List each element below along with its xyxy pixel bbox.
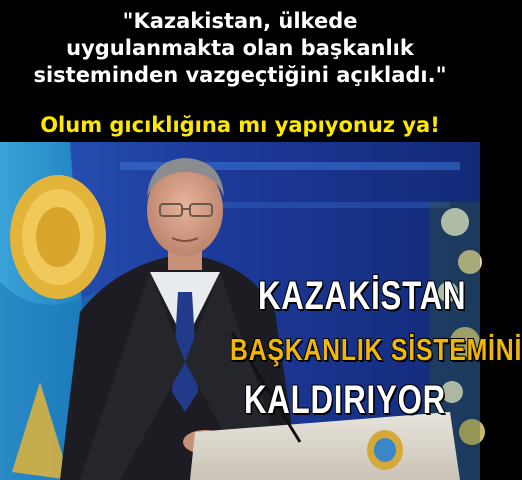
headline-line-action: KALDIRIYOR bbox=[244, 378, 446, 422]
headline-line-system: BAŞKANLIK SİSTEMİNİ bbox=[230, 332, 522, 367]
caption-panel bbox=[0, 0, 480, 142]
headline-line-country: KAZAKİSTAN bbox=[258, 274, 467, 318]
comment-text: Olum gıcıklığına mı yapıyonuz ya! bbox=[40, 113, 440, 137]
quote-line: sisteminden vazgeçtiğini açıkladı." bbox=[33, 63, 447, 87]
news-photo bbox=[0, 142, 522, 480]
headline-overlay bbox=[0, 142, 522, 480]
quote-line: "Kazakistan, ülkede bbox=[122, 9, 358, 33]
quote-line: uygulanmakta olan başkanlık bbox=[66, 36, 414, 60]
quote-text bbox=[0, 8, 480, 89]
